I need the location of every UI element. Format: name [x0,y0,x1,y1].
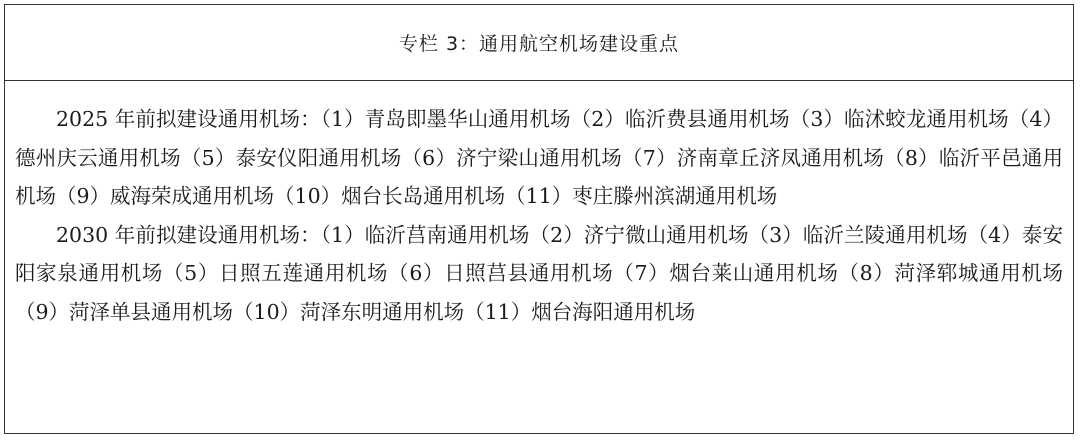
column-title: 专栏 3：通用航空机场建设重点 [5,5,1073,81]
paragraph-2030-plan: 2030 年前拟建设通用机场：（1）临沂莒南通用机场（2）济宁微山通用机场（3）临沂兰陵通用机场（4）泰安阳家泉通用机场（5）日照五莲通用机场（6）日照莒县通用机场（7）烟台莱山通用机场（8）菏泽郓城通用机场（9）菏泽单县通用机场（10）菏泽东明通用机场（11）烟台海阳通用机场 [15,222,1063,324]
paragraph-2025-plan: 2025 年前拟建设通用机场：（1）青岛即墨华山通用机场（2）临沂费县通用机场（3）临沭蛟龙通用机场（4）德州庆云通用机场（5）泰安仪阳通用机场（6）济宁梁山通用机场（7）济南章丘济凤通用机场（8）临沂平邑通用机场（9）威海荣成通用机场（10）烟台长岛通用机场（11）枣庄滕州滨湖通用机场 [15,107,1063,208]
column-box [4,4,1074,434]
column-body [15,100,1063,331]
